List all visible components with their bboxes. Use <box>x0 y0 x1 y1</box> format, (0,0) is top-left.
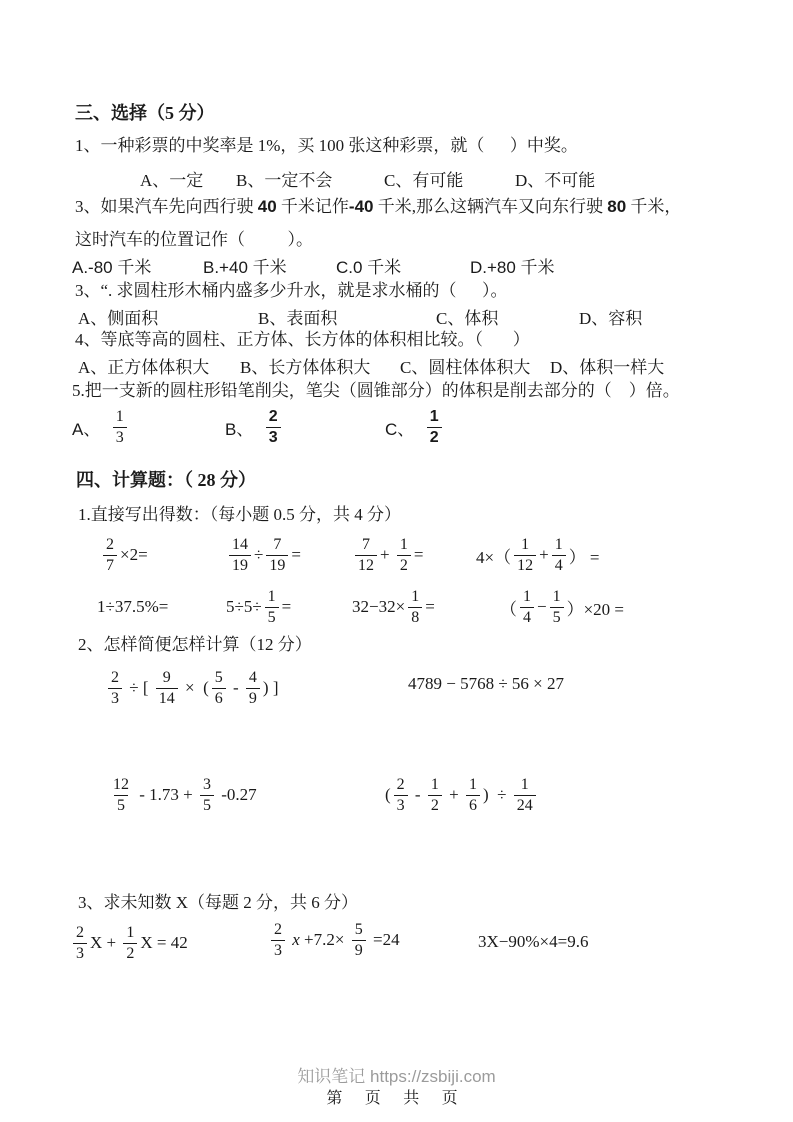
q2-option-d: D.+80 千米 <box>470 258 555 277</box>
q4-text: 4、等底等高的圆柱、正方体、长方体的体积相比较。（ ） <box>75 330 530 349</box>
q5-text: 5.把一支新的圆柱形铅笔削尖，笔尖（圆锥部分）的体积是削去部分的（ ）倍。 <box>72 381 680 400</box>
calc-expression: $\frac{12}{5}$ - 1.73 + $\frac{3}{5}$ -0.27 <box>113 775 257 814</box>
q4-option-d: D、体积一样大 <box>550 358 665 377</box>
calc-expression: $\frac{2}{3}$ ÷ [ $\frac{9}{14}$ × ( $\frac{5}{6}$ - $\frac{4}{9}$ ) ] <box>105 664 279 712</box>
q2-option-b: B.+40 千米 <box>203 258 287 277</box>
calc-expression: ( $\frac{2}{3}$ - $\frac{1}{2}$ + $\frac{1}{6}$ ) ÷ $\frac{1}{24}$ <box>385 771 539 819</box>
footer-page-label: 第 页 共 页 <box>326 1090 467 1107</box>
q3-option-c: C、体积 <box>436 309 499 328</box>
calc-expression: $\frac{2}{3}$ X + $\frac{1}{2}$ X = 42 <box>70 919 188 967</box>
q2-option-a: A.-80 千米 <box>72 258 152 277</box>
calc-expression: $\frac{2}{3}$ x +7.2× $\frac{5}{9}$ =24 <box>268 916 400 964</box>
section4-heading: 四、计算题：（ 28 分） <box>76 470 256 490</box>
q1-option-d: D、不可能 <box>515 171 596 190</box>
q3-option-b: B、表面积 <box>258 309 338 328</box>
calc-expression: （ $\frac{1}{4}$ − $\frac{1}{5}$ ）×20 = <box>500 587 625 626</box>
q3-option-d: D、容积 <box>579 309 643 328</box>
footer-site-url: 知识笔记 https://zsbiji.com <box>297 1067 496 1086</box>
section3-heading: 三、选择（5 分） <box>75 103 215 123</box>
q3-text: 3、“. 求圆柱形木桶内盛多少升水，就是求水桶的（ ）。 <box>75 281 508 300</box>
calc3-label: 3、求未知数 X（每题 2 分，共 6 分） <box>78 893 359 912</box>
calc-expression: 1÷37.5%= <box>97 597 169 616</box>
q4-option-c: C、圆柱体体积大 <box>400 358 531 377</box>
q1-option-c: C、有可能 <box>384 171 464 190</box>
q4-option-a: A、正方体体积大 <box>78 358 210 377</box>
q5-option-b: B、 $\frac{2}{3}$ <box>225 404 284 450</box>
q4-option-b: B、长方体体积大 <box>240 358 371 377</box>
q1-option-b: B、一定不会 <box>236 171 333 190</box>
q1-options <box>0 166 793 192</box>
q1-text: 1、一种彩票的中奖率是 1%，买 100 张这种彩票，就（ ）中奖。 <box>75 136 578 155</box>
calc-expression: $\frac{2}{7}$ ×2= <box>100 532 148 578</box>
q1-option-a: A、一定 <box>140 171 204 190</box>
q2-option-c: C.0 千米 <box>336 258 402 277</box>
calc1-label: 1.直接写出得数：（每小题 0.5 分，共 4 分） <box>78 505 401 524</box>
q2-text-line2: 这时汽车的位置记作（ ）。 <box>75 230 313 249</box>
q2-text-line1: 3、如果汽车先向西行驶 40 千米记作-40 千米,那么这辆汽车又向东行驶 80 千米， <box>75 197 682 216</box>
calc-expression: $\frac{7}{12}$ + $\frac{1}{2}$ = <box>352 532 423 578</box>
calc2-label: 2、怎样简便怎样计算（12 分） <box>78 635 312 654</box>
calc-expression: $\frac{14}{19}$ ÷ $\frac{7}{19}$ = <box>226 532 301 578</box>
q3-options <box>0 304 793 330</box>
q5-option-c: C、 $\frac{1}{2}$ <box>385 404 445 450</box>
calc-expression: 4789 − 5768 ÷ 56 × 27 <box>408 674 565 693</box>
calc-expression: 3X−90%×4=9.6 <box>478 932 589 951</box>
calc-expression: 32−32× $\frac{1}{8}$ = <box>352 587 435 626</box>
calc-expression: 5÷5÷ $\frac{1}{5}$ = <box>226 587 292 626</box>
q5-option-a: A、 $\frac{1}{3}$ <box>72 404 130 450</box>
q4-options <box>0 353 793 379</box>
calc-expression: 4×（ $\frac{1}{12}$ + $\frac{1}{4}$ ） = <box>476 535 600 574</box>
q2-options <box>0 253 793 279</box>
q3-option-a: A、侧面积 <box>78 309 159 328</box>
